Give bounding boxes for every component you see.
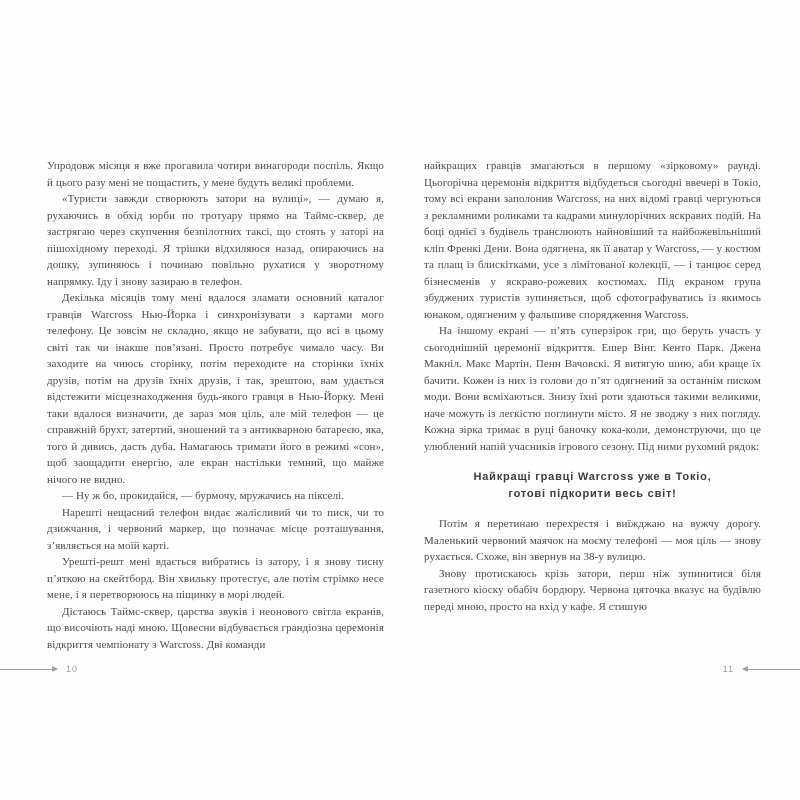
- footer-rule: [748, 669, 800, 670]
- ticker-headline-line-2: готові підкорити весь світ!: [508, 488, 677, 500]
- page-number: 11: [722, 664, 734, 674]
- paragraph: «Туристи завжди створюють затори на вулиці», — думаю я, рухаючись в обхід юрби по тротуару прямо на Таймс-сквер, де застрягаю через скупчення безпілотних таксі, що стоять у заторі на пішохідному переході. Я трішки відхиляюся назад, опираючись на дошку, зупиняюсь і починаю повільно рухатися у зворотному напрямку. Іду і знову зазираю в телефон.: [47, 193, 384, 288]
- ticker-headline: [424, 469, 761, 503]
- paragraph: Нарешті нещасний телефон видає жалісливий чи то писк, чи то дзижчання, і червоний маркер, що позначає місце розташування, з’являється на моїй карті.: [47, 506, 384, 552]
- left-page-footer: [0, 664, 86, 674]
- paragraph: Упродовж місяця я вже прогавила чотири винагороди поспіль. Якщо й цього разу мені не пощастить, у мене будуть великі проблеми.: [47, 160, 384, 189]
- paragraph: найкращих гравців змагаються в першому «зірковому» раунді. Цьогорічна церемонія відкриття відбудеться сьогодні ввечері в Токіо, тому всі екрани заполонив Warcross, на них відомі гравці чергуються з рекламними роликами та кадрами минулорічних яскравих подій. На боці однієї з будівель транслюють найновіший та найбожевільніший кліп Френкі Дени. Вона одягнена, як її аватар у Warcross, — у костюм та плащ із блискітками, усе з лімітованої колекції, — і танцює серед бізнесменів у яскраво-рожевих костюмах. Під екраном група збуджених туристів зупиняється, щоб сфотографуватись із якимось юнаком, одягненим у фальшиве спорядження Warcross.: [424, 160, 761, 321]
- paragraph: Декілька місяців тому мені вдалося зламати основний каталог гравців Warcross Нью-Йорка і синхронізувати з картами мого телефону. Це зовсім не складно, якщо не забувати, що всі в цьому світі так чи інакше пов’язані. Просто потребує чимало часу. Ви заходите на чиюсь сторінку, потім переходите на сторінки їхніх друзів, потім на друзів їхніх друзів, і так, зрештою, вам удається відстежити місцезнаходження будь-якого гравця в Нью-Йорку. Мені таки вдалося визначити, де зараз моя ціль, але мій телефон — це справжній брухт, затертий, зношений та з антикварною батареєю, яка, того й дивись, дасть дуба. Намагаюсь тримати його в режимі «сон», щоб заощадити енергію, але екран настільки темний, що майже нічого не видно.: [47, 292, 384, 486]
- footer-rule: [0, 669, 52, 670]
- arrow-right-icon: [52, 666, 58, 672]
- ticker-headline-line-1: Найкращі гравці Warcross уже в Токіо,: [473, 471, 712, 483]
- right-page-footer: [715, 664, 800, 674]
- paragraph: Знову протискаюсь крізь затори, перш ніж зупинитися біля газетного кіоску обабіч бордюру. Червона цяточка вказує на будівлю переді мною, просто на вхід у кафе. Я стишую: [424, 567, 761, 613]
- dialogue-line: — Ну ж бо, прокидайся, — бурмочу, мружачись на пікселі.: [62, 490, 345, 502]
- paragraph: Потім я перетинаю перехрестя і виїжджаю на вужчу дорогу. Маленький червоний маячок на моєму телефоні — моя ціль — знову рухається. Схоже, він звернув на 38-у вулицю.: [424, 518, 761, 563]
- left-page-text-block: [47, 158, 384, 653]
- paragraph: Дістаюсь Таймс-сквер, царства звуків і неонового світла екранів, що височіють наді мною. Щовесни відбувається грандіозна церемонія відкриття чемпіонату з Warcross. Дві команди: [47, 605, 384, 651]
- right-page-text-block: [424, 158, 761, 615]
- paragraph: Урешті-решт мені вдається вибратись із затору, і я знову тисну п’яткою на скейтборд. Він хвильку протестує, але потім стрімко несе мене, і я перетворююсь на піщинку в морі людей.: [47, 556, 384, 601]
- paragraph: На іншому екрані — п’ять суперзірок гри, що беруть участь у сьогоднішній церемонії відкриття. Ешер Вінг. Кенто Парк. Джена Макніл. Макс Мартін. Пенн Вачовскі. Я витягую шию, аби краще їх бачити. Кожен із них із голови до п’ят одягнений за останнім писком моди. Вони всміхаються. Знизу їхні роти здаються такими великими, наче можуть із легкістю поглинути місто. Я не зводжу з них погляду. Кожна зірка тримає в руці баночку кока-коли, демонструючи, що це улюблений напій учасників ігрового сезону. Під ними рухомий рядок:: [424, 325, 761, 453]
- page-number: 10: [66, 664, 79, 674]
